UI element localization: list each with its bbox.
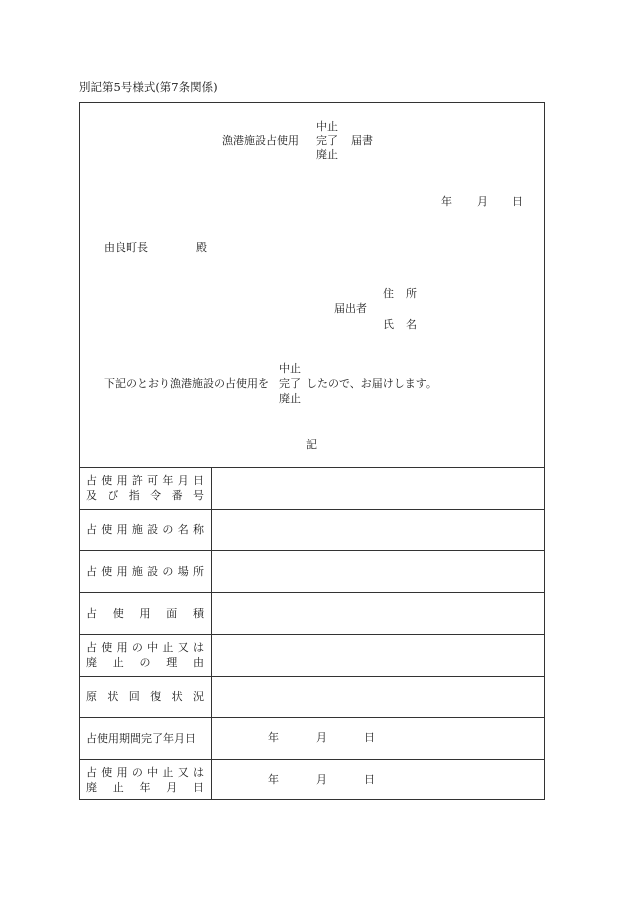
statement-after: したので、お届けします。 [306, 377, 437, 390]
applicant-address-char2: 所 [406, 287, 417, 300]
table-divider [79, 676, 545, 677]
row-label-facility-name: 占 使 用 施 設 の 名 称 [86, 523, 204, 536]
title-option-bottom: 廃止 [316, 148, 338, 161]
table-divider [79, 717, 545, 718]
applicant-name-char2: 名 [406, 318, 417, 331]
completion-date-year: 年 [268, 731, 279, 744]
applicant-name-char1: 氏 [383, 318, 394, 331]
table-column-divider [211, 467, 212, 800]
row-label-permit-date: 占 使 用 許 可 年 月 日 及 び 指 令 番 号 [86, 474, 204, 502]
applicant-address-char1: 住 [383, 287, 394, 300]
statement-option-top: 中止 [279, 362, 301, 375]
table-divider [79, 759, 545, 760]
date-month: 月 [477, 195, 488, 208]
table-divider [79, 592, 545, 593]
date-day: 日 [512, 195, 523, 208]
form-id: 別記第5号様式(第7条関係) [79, 80, 218, 94]
row-label-restoration-status: 原 状 回 復 状 況 [86, 690, 204, 703]
cancel-date-day: 日 [364, 773, 375, 786]
table-divider [79, 509, 545, 510]
addressee-honorific: 殿 [196, 241, 207, 254]
row-label-area: 占 使 用 面 積 [86, 607, 204, 620]
title-option-mid: 完了 [316, 134, 338, 147]
title-suffix: 届書 [351, 134, 373, 147]
completion-date-month: 月 [316, 731, 327, 744]
completion-date-day: 日 [364, 731, 375, 744]
table-divider [79, 467, 545, 468]
row-label-facility-location: 占 使 用 施 設 の 場 所 [86, 565, 204, 578]
statement-option-mid: 完了 [279, 377, 301, 390]
row-label-cancel-reason: 占 使 用 の 中 止 又 は 廃 止 の 理 由 [86, 641, 204, 669]
statement-option-bottom: 廃止 [279, 392, 301, 405]
cancel-date-year: 年 [268, 773, 279, 786]
row-label-completion-date: 占使用期間完了年月日 [86, 732, 196, 745]
title-main: 漁港施設占使用 [222, 134, 299, 147]
addressee-name: 由良町長 [104, 241, 148, 254]
ki-heading: 記 [306, 438, 317, 451]
title-option-top: 中止 [316, 120, 338, 133]
date-year: 年 [441, 195, 452, 208]
table-divider [79, 634, 545, 635]
applicant-label: 届出者 [334, 302, 367, 315]
cancel-date-month: 月 [316, 773, 327, 786]
statement-before: 下記のとおり漁港施設の占使用を [104, 377, 269, 390]
table-divider [79, 550, 545, 551]
row-label-cancel-date: 占 使 用 の 中 止 又 は 廃 止 年 月 日 [86, 766, 204, 794]
